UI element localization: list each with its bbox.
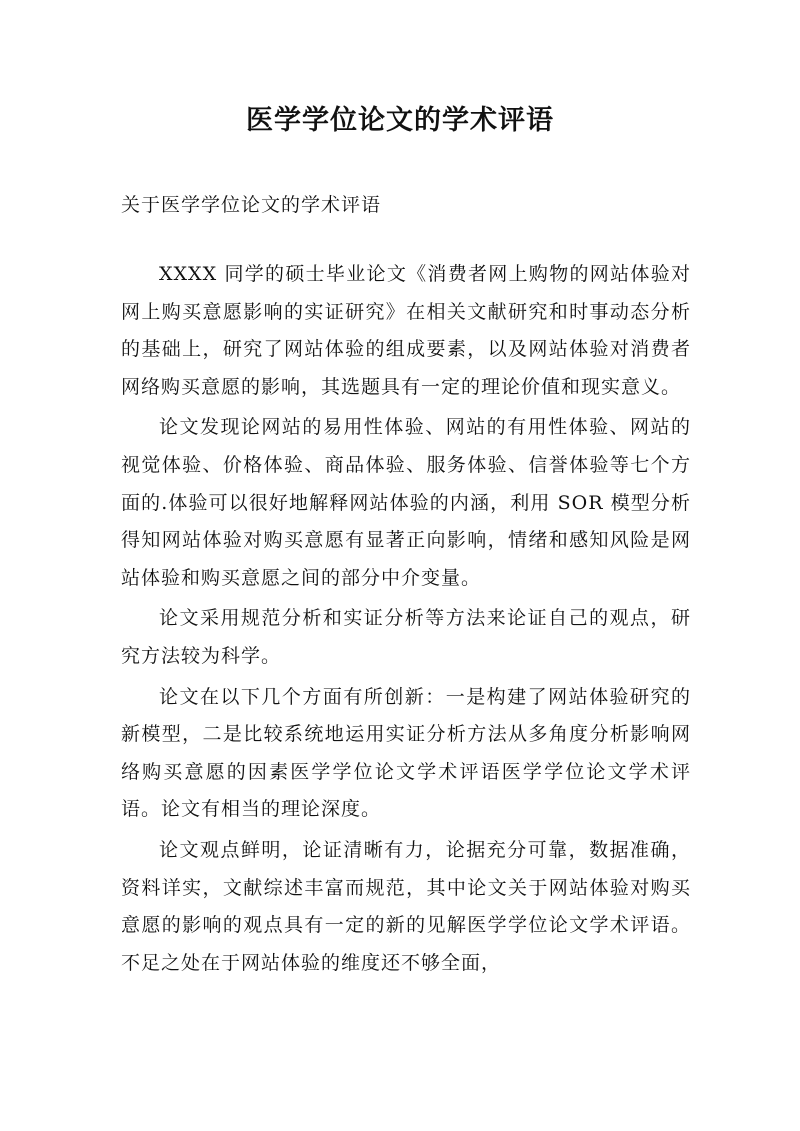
paragraph-3: 论文采用规范分析和实证分析等方法来论证自己的观点，研究方法较为科学。 — [121, 607, 691, 667]
paragraph-2: 论文发现论网站的易用性体验、网站的有用性体验、网站的视觉体验、价格体验、商品体验、服务体验、信誉体验等七个方面的.体验可以很好地解释网站体验的内涵，利用 SOR 模型分析得知网站体验对购买意愿有显著正向影响，情绪和感知风险是网站体验和购买意愿之间的部分中介变量。 — [121, 416, 691, 589]
document-subtitle: 关于医学学位论文的学术评语 — [121, 194, 382, 216]
document-body — [121, 256, 691, 985]
document-title: 医学学位论文的学术评语 — [246, 105, 554, 136]
paragraph-4: 论文在以下几个方面有所创新：一是构建了网站体验研究的新模型，二是比较系统地运用实证分析方法从多角度分析影响网络购买意愿的因素医学学位论文学术评语医学学位论文学术评语。论文有相当的理论深度。 — [121, 685, 691, 821]
paragraph-1: XXXX 同学的硕士毕业论文《消费者网上购物的网站体验对网上购买意愿影响的实证研究》在相关文献研究和时事动态分析的基础上，研究了网站体验的组成要素，以及网站体验对消费者网络购买意愿的影响，其选题具有一定的理论价值和现实意义。 — [121, 263, 691, 398]
paragraph-5: 论文观点鲜明，论证清晰有力，论据充分可靠，数据准确，资料详实，文献综述丰富而规范，其中论文关于网站体验对购买意愿的影响的观点具有一定的新的见解医学学位论文学术评语。不足之处在于网站体验的维度还不够全面， — [121, 838, 691, 974]
